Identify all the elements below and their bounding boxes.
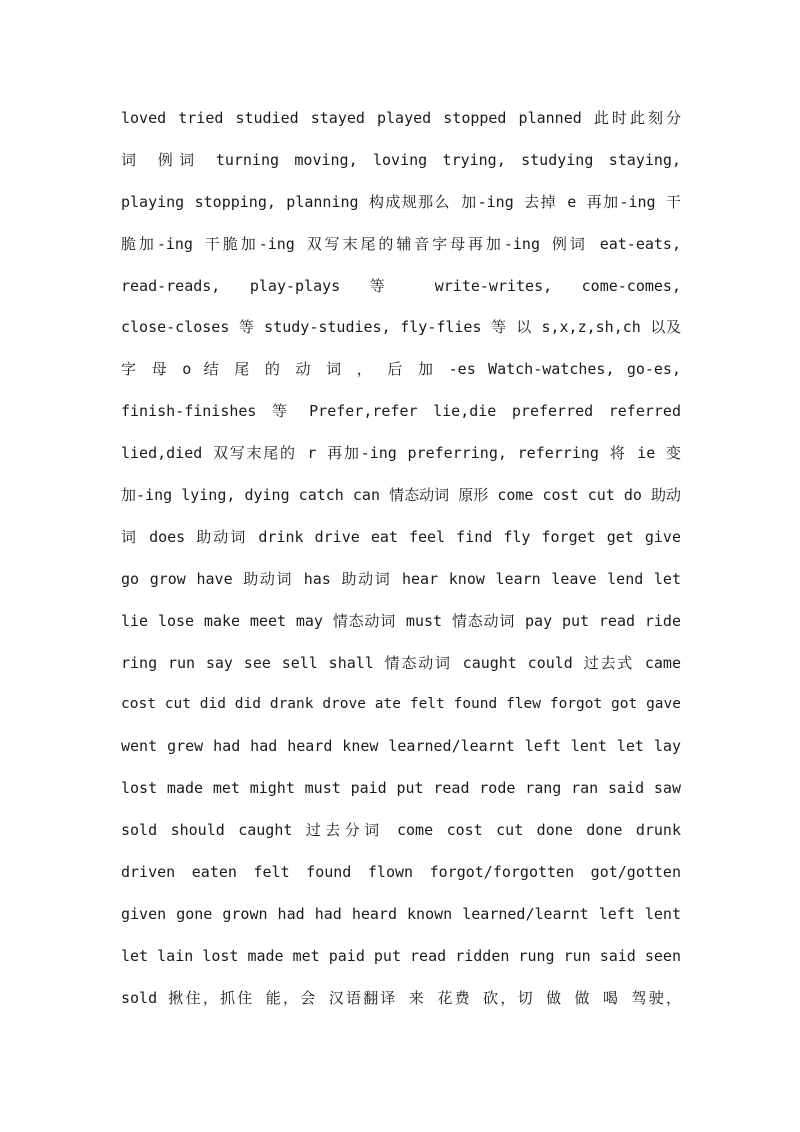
body-text (121, 98, 681, 1020)
text-line: 加-ing lying, dying catch can 情态动词 原形 come cost cut do 助动 (121, 486, 681, 505)
text-line: lost made met might must paid put read rode rang ran said saw (121, 779, 681, 798)
text-line: 词 does 助动词 drink drive eat feel find fly forget get give (121, 527, 681, 546)
text-line: 字 母 o 结 尾 的 动 词 ， 后 加 -es Watch-watches, go-es, (121, 360, 681, 379)
text-line: 脆加-ing 干脆加-ing 双写末尾的辅音字母再加-ing 例词 eat-eats, (121, 234, 681, 253)
text-line: finish-finishes 等 Prefer,refer lie,die preferred referred (121, 402, 681, 421)
text-line: go grow have 助动词 has 助动词 hear know learn leave lend let (121, 569, 681, 588)
text-line: playing stopping, planning 构成规那么 加-ing 去掉 e 再加-ing 干 (121, 192, 681, 211)
text-line: lied,died 双写末尾的 r 再加-ing preferring, referring 将 ie 变 (121, 444, 681, 463)
text-line: let lain lost made met paid put read ridden rung run said seen (121, 946, 681, 965)
text-line: close-closes 等 study-studies, fly-flies 等 以 s,x,z,sh,ch 以及 (121, 318, 681, 337)
text-line: sold should caught 过去分词 come cost cut done done drunk (121, 821, 681, 840)
text-line: driven eaten felt found flown forgot/forgotten got/gotten (121, 863, 681, 882)
text-line: cost cut did did drank drove ate felt found flew forgot got gave (121, 696, 681, 713)
text-line: loved tried studied stayed played stopped planned 此时此刻分 (121, 109, 681, 127)
text-line: 词 例词 turning moving, loving trying, studying staying, (121, 150, 681, 169)
text-line: ring run say see sell shall 情态动词 caught could 过去式 came (121, 653, 681, 672)
text-line: went grew had had heard knew learned/learnt left lent let lay (121, 737, 681, 756)
text-line: given gone grown had had heard known learned/learnt left lent (121, 904, 681, 923)
text-line: read-reads, play-plays 等 write-writes, come-comes, (121, 276, 681, 295)
text-line: lie lose make meet may 情态动词 must 情态动词 pay put read ride (121, 611, 681, 630)
text-line: sold 揪住，抓住 能，会 汉语翻译 来 花费 砍，切 做 做 喝 驾驶， (121, 988, 681, 1007)
